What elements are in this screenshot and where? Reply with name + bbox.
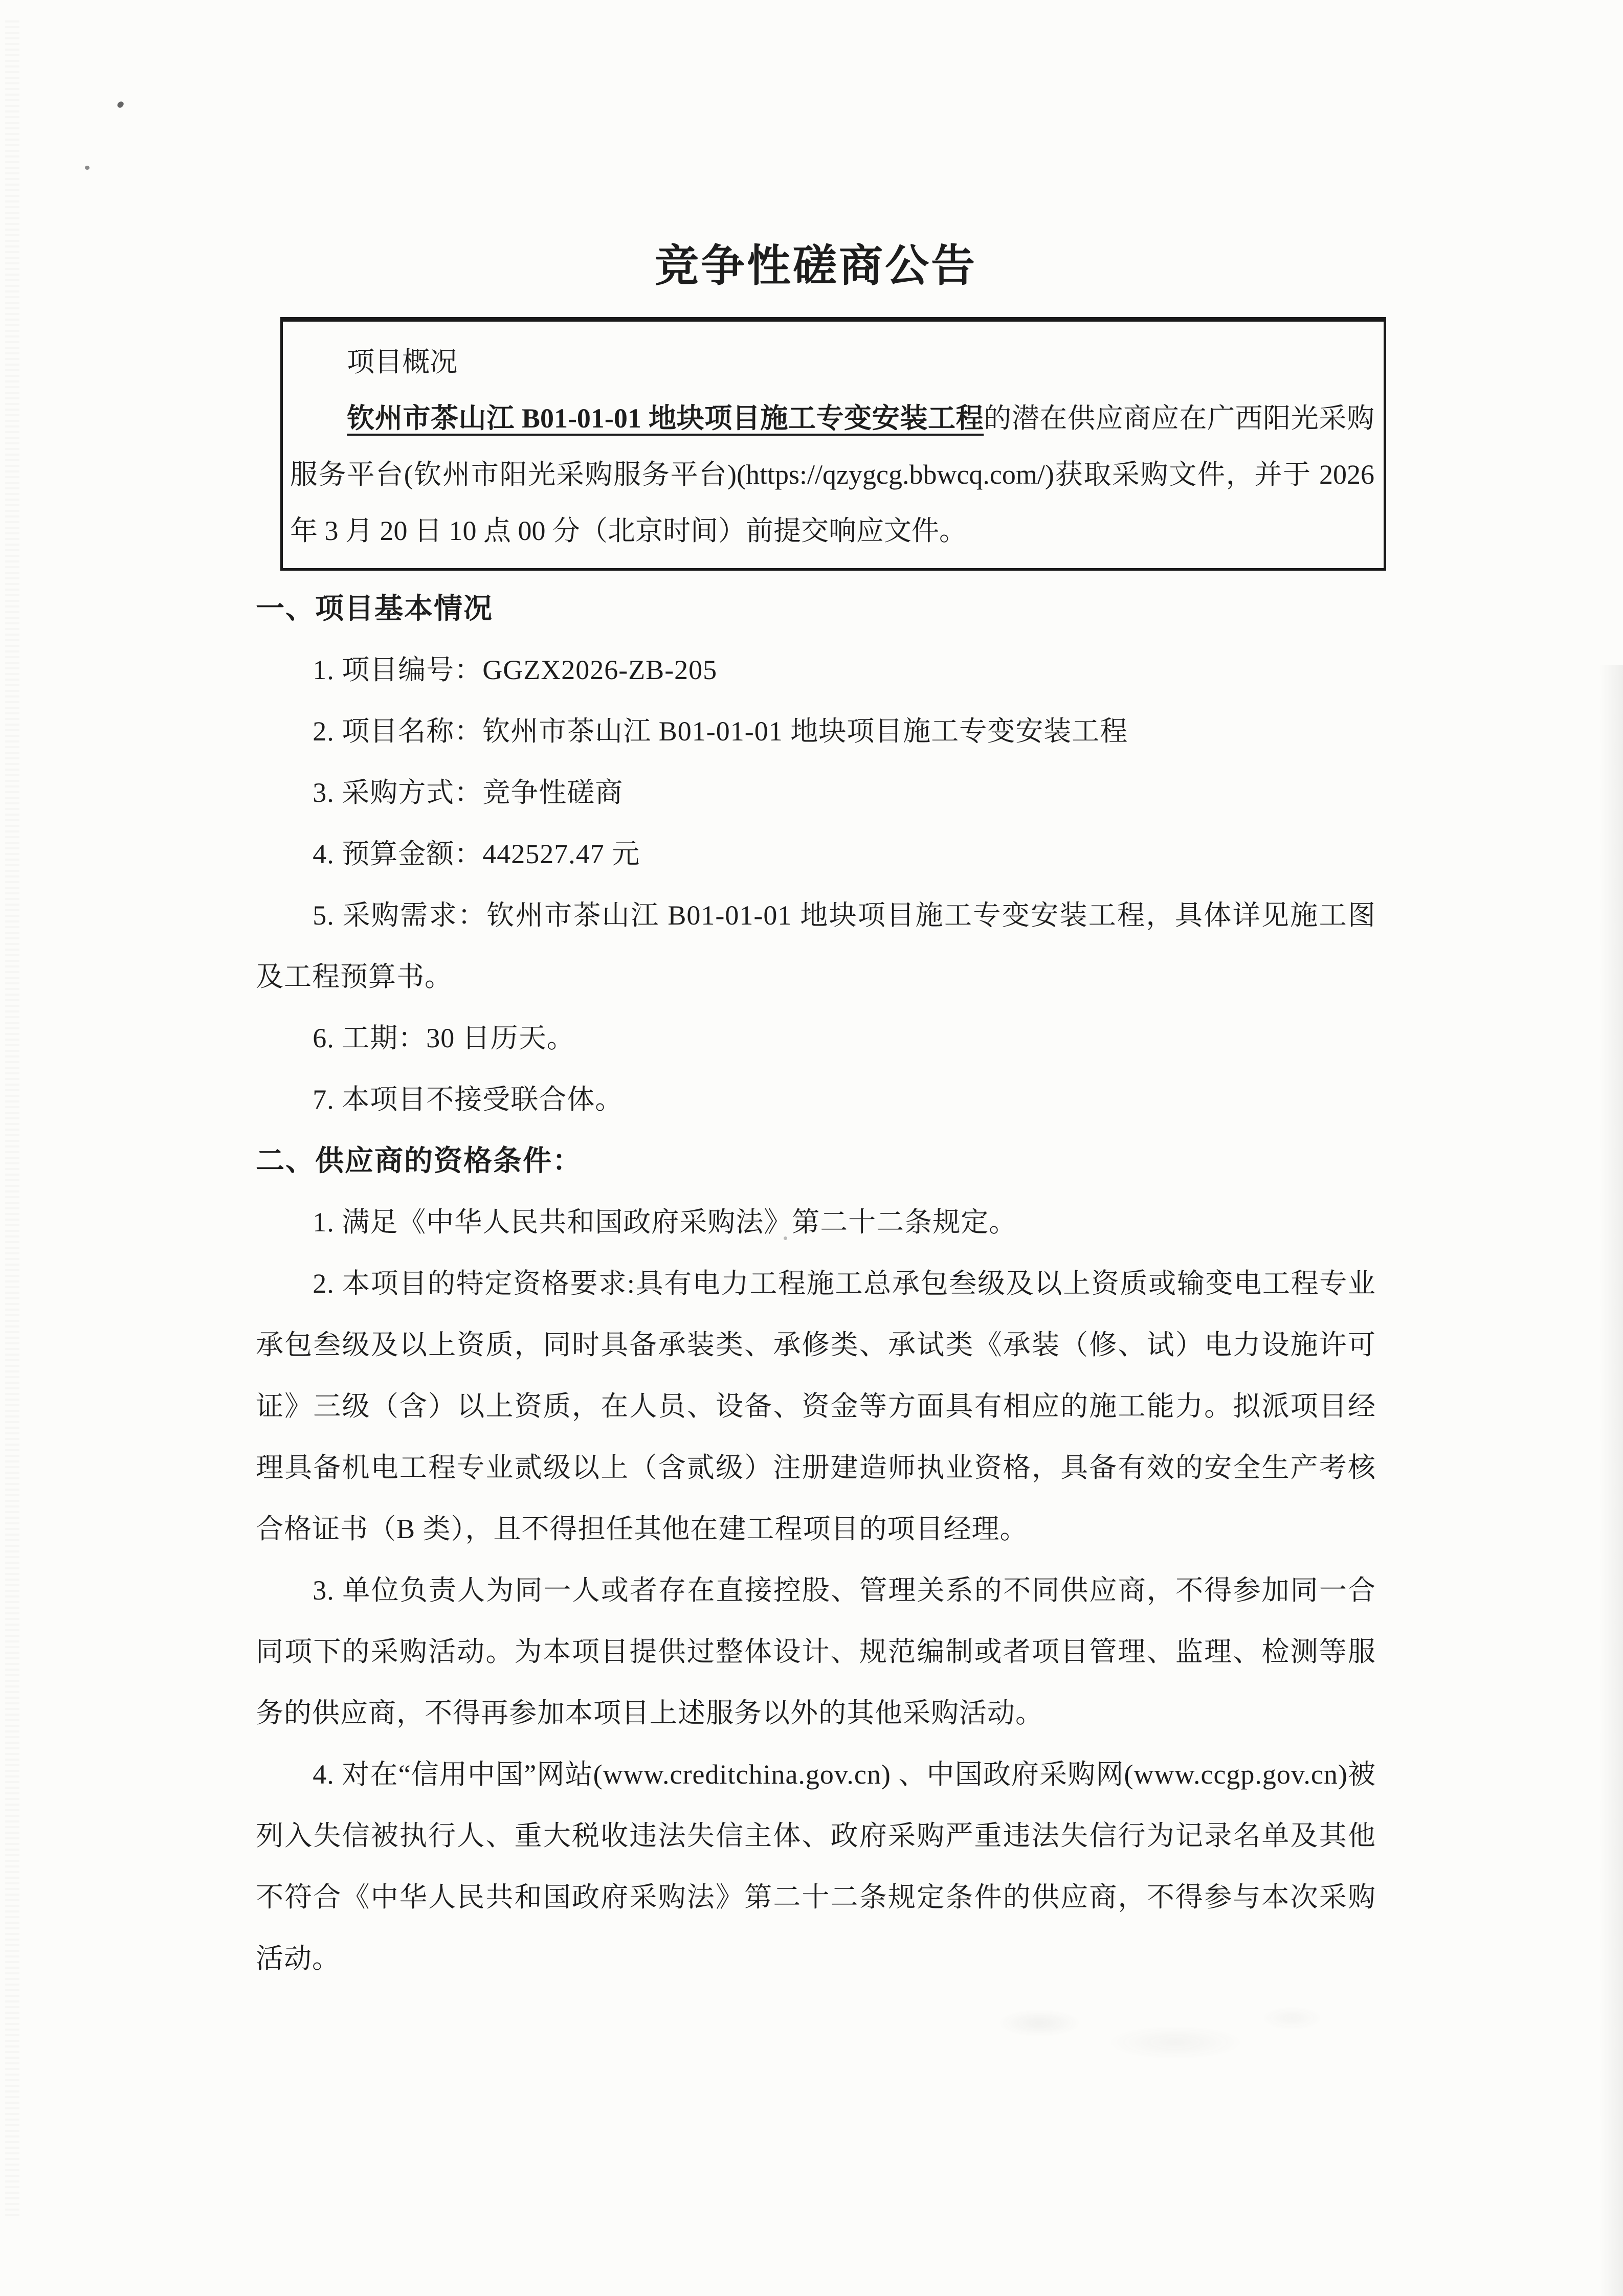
section-1-item-budget-amount: 4. 预算金额：442527.47 元 xyxy=(313,839,640,869)
scan-right-shadow xyxy=(1599,665,1623,2296)
section-2-heading: 二、供应商的资格条件： xyxy=(256,1144,582,1177)
section-1-heading: 一、项目基本情况 xyxy=(256,592,493,624)
section-2-item-credit-china-blacklist: 4. 对在“信用中国”网站(www.creditchina.gov.cn) 、中国政府采购网(www.ccgp.gov.cn)被列入失信被执行人、重大税收违法失信主体、政府采购严重违法失信行为记录名单及其他不符合《中华人民共和国政府采购法》第二十二条规定条件的供应商，不得参与本次采购活动。 xyxy=(256,1759,1376,1974)
section-2-item-same-responsible-person: 3. 单位负责人为同一人或者存在直接控股、管理关系的不同供应商，不得参加同一合同项下的采购活动。为本项目提供过整体设计、规范编制或者项目管理、监理、检测等服务的供应商，不得再参加本项目上述服务以外的其他采购活动。 xyxy=(256,1575,1376,1728)
scan-speck xyxy=(85,166,90,170)
section-2-item-law-article-22: 1. 满足《中华人民共和国政府采购法》第二十二条规定。 xyxy=(313,1207,1017,1237)
section-1-item-construction-period: 6. 工期：30 日历天。 xyxy=(313,1023,575,1053)
overview-paragraph-rest: 的潜在供应商应在广西阳光采购服务平台(钦州市阳光采购服务平台)(https://qzygcg.bbwcq.com/)获取采购文件，并于 2026 年 3 月 20 日 10 点 00 分（北京时间）前提交响应文件。 xyxy=(290,403,1375,546)
document-title: 竞争性磋商公告 xyxy=(655,241,977,290)
overview-box-paragraph xyxy=(290,390,1374,559)
section-1-item-no-consortium: 7. 本项目不接受联合体。 xyxy=(313,1084,624,1115)
scan-edge-noise xyxy=(5,20,19,2219)
overview-box-heading: 项目概况 xyxy=(347,347,458,377)
scan-speck xyxy=(117,100,125,109)
scan-ghost-smudge xyxy=(962,1984,1350,2081)
section-1-item-project-number: 1. 项目编号：GGZX2026-ZB-205 xyxy=(313,655,718,685)
section-1-item-project-name: 2. 项目名称：钦州市茶山江 B01-01-01 地块项目施工专变安装工程 xyxy=(313,716,1128,747)
overview-underlined-project-name: 钦州市茶山江 B01-01-01 地块项目施工专变安装工程 xyxy=(347,403,984,434)
section-1-item-procurement-method: 3. 采购方式：竞争性磋商 xyxy=(313,777,624,808)
section-1-item-procurement-requirement: 5. 采购需求：钦州市茶山江 B01-01-01 地块项目施工专变安装工程，具体详见施工图及工程预算书。 xyxy=(256,900,1376,992)
document-content xyxy=(256,0,1376,1989)
section-2-item-qualification-requirements: 2. 本项目的特定资格要求:具有电力工程施工总承包叁级及以上资质或输变电工程专业承包叁级及以上资质，同时具备承装类、承修类、承试类《承装（修、试）电力设施许可证》三级（含）以上资质，在人员、设备、资金等方面具有相应的施工能力。拟派项目经理具备机电工程专业贰级以上（含贰级）注册建造师执业资格，具备有效的安全生产考核合格证书（B 类），且不得担任其他在建工程项目的项目经理。 xyxy=(256,1268,1376,1544)
project-overview-box xyxy=(280,317,1386,571)
